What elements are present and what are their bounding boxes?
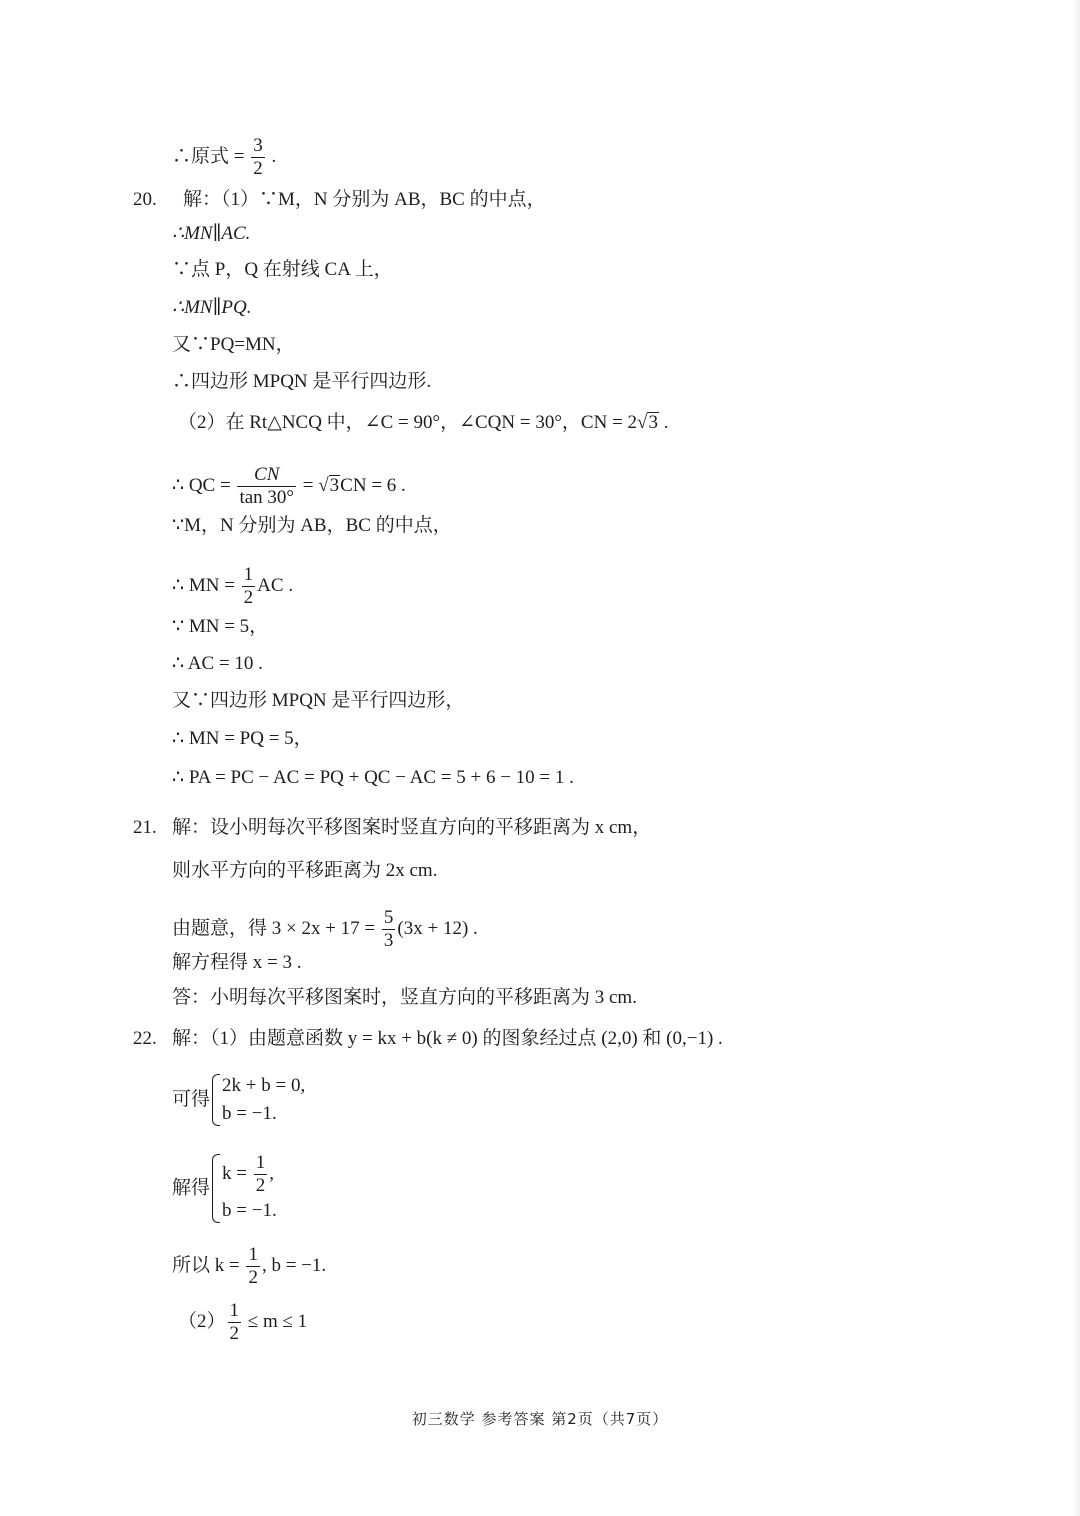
solution-system [172,1152,277,1225]
equation-row: b = −1. [222,1200,277,1221]
fraction-denominator: 2 [229,1323,240,1344]
solution-line: ∵ MN = 5， [172,616,269,637]
text-segment: ∴ QC = [172,474,236,496]
fraction-numerator: 5 [383,907,394,928]
q21-heading: 解：设小明每次平移图案时竖直方向的平移距离为 x cm， [172,817,652,838]
solution-line: ∴MN∥AC. [172,223,251,244]
fraction-denominator: 3 [383,930,394,951]
text-segment: 解得 [172,1177,211,1199]
fraction [254,1152,268,1197]
solution-line: 答：小明每次平移图案时，竖直方向的平移距离为 3 cm. [172,987,637,1008]
text-segment: ∴ MN = [172,574,240,596]
q22-heading: 解：（1）由题意函数 y = kx + b(k ≠ 0) 的图象经过点 (2,0) 和 (0,−1) . [172,1028,723,1049]
radicand: 3 [329,474,340,496]
solution-line [172,907,478,952]
fraction-denominator: 2 [255,1175,266,1196]
q20-heading: 解：（1）∵M，N 分别为 AB，BC 的中点， [183,189,546,210]
fraction-denominator: 2 [248,1267,258,1288]
fraction-numerator: 1 [243,564,254,585]
equation-row: 2k + b = 0, [222,1075,306,1096]
fraction-numerator: 3 [253,135,263,156]
page-footer: 初三数学 参考答案 第2页（共7页） [411,1410,669,1428]
solution-line: 则水平方向的平移距离为 2x cm. [172,860,438,881]
text-segment: ∴原式 = [172,145,250,167]
text-segment: ≤ m ≤ 1 [243,1310,308,1332]
solution-line [178,1300,307,1345]
fraction-numerator: 1 [229,1300,240,1321]
fraction [251,135,265,180]
solution-line: 又∵PQ=MN， [172,334,295,355]
text-segment: k = [222,1162,252,1184]
equation-row [222,1152,277,1197]
text-segment: （2）在 Rt△NCQ 中，∠C = 90°，∠CQN = 30°，CN = 2 [178,412,638,433]
equation-row: b = −1. [222,1103,277,1124]
solution-line: ∴ MN = PQ = 5， [172,728,313,749]
question-number-20: 20. [133,189,157,210]
brace-system [210,1072,305,1128]
radicand: 3 [648,412,658,433]
text-segment: (3x + 12) . [397,917,478,939]
text-segment: 所以 k = [172,1254,245,1276]
fraction [246,1244,260,1289]
text-segment: 可得 [172,1089,211,1110]
question-number-22: 22. [133,1028,157,1049]
fraction-denominator: tan 30° [239,487,295,508]
fraction-numerator: CN [237,464,296,487]
solution-line: 解方程得 x = 3 . [172,952,302,973]
fraction [228,1300,242,1345]
solution-line: （2）在 Rt△NCQ 中，∠C = 90°，∠CQN = 30°，CN = 2√3 . [178,412,669,433]
text-segment: . [266,145,277,167]
solution-line: ∴ QC = $\frac{CN}{\tan 30^\circ}$ = √3CN = 6 . [172,464,406,508]
brace-system [210,1152,277,1225]
text-segment: . [658,412,669,433]
text-segment: 由题意，得 3 × 2x + 17 = [172,917,380,939]
solution-line [172,564,293,609]
solution-line: ∵M，N 分别为 AB，BC 的中点， [172,515,452,536]
page-edge-shadow [1072,0,1080,1516]
fraction-numerator: 1 [255,1152,266,1173]
solution-line: ∴四边形 MPQN 是平行四边形. [172,371,432,392]
text-segment: CN = 6 . [340,474,406,496]
fraction-denominator: 2 [243,587,254,608]
text-segment: AC . [257,574,294,596]
question-number-21: 21. [133,817,157,838]
solution-line: ∵点 P，Q 在射线 CA 上， [172,259,393,280]
solution-line: ∴MN∥PQ. [172,297,252,318]
solution-line [172,1244,326,1289]
text-segment: , [269,1162,274,1184]
equation-system [172,1072,305,1128]
fraction-numerator: 1 [248,1244,258,1265]
result-line [172,135,276,180]
fraction [382,907,396,952]
fraction [242,564,256,609]
text-segment: , b = −1. [261,1254,327,1276]
solution-line: ∴ PA = PC − AC = PQ + QC − AC = 5 + 6 − 10 = 1 . [172,767,574,788]
text-segment: （2） [178,1310,226,1332]
fraction-denominator: 2 [253,158,263,179]
text-segment: = [298,474,319,496]
solution-line: ∴ AC = 10 . [172,653,263,674]
fraction [237,464,296,509]
solution-line: 又∵四边形 MPQN 是平行四边形， [172,690,465,711]
